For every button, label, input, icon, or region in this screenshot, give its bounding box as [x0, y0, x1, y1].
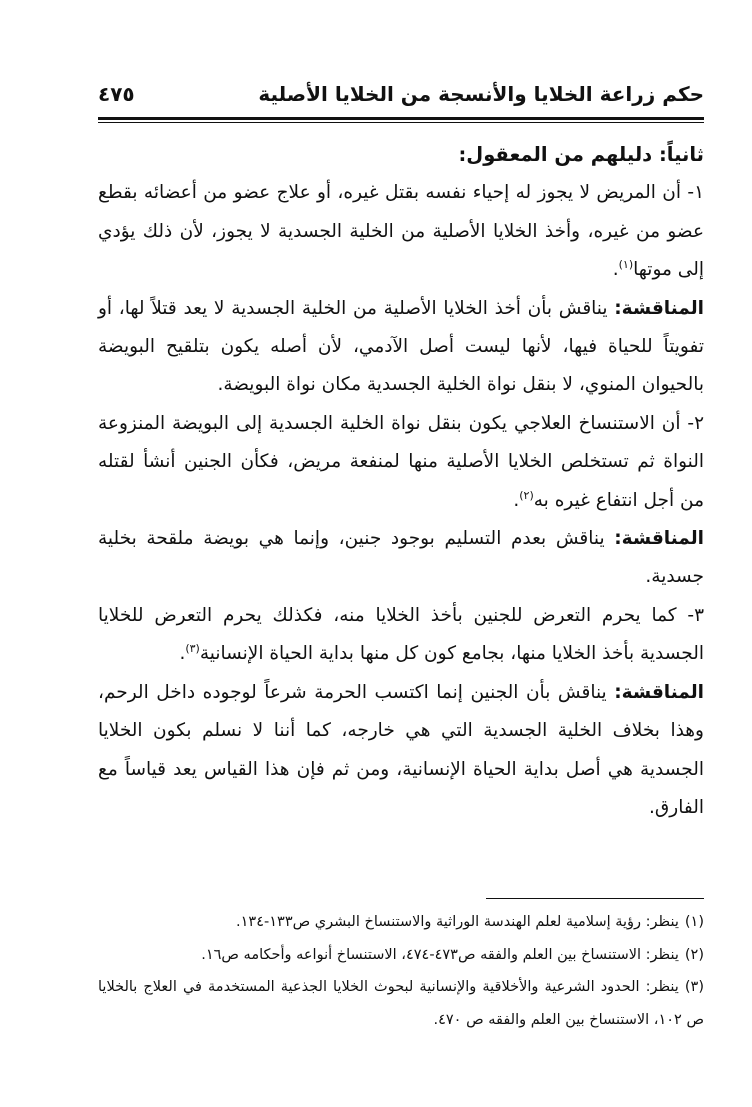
- argument-2-text: ٢- أن الاستنساخ العلاجي يكون بنقل نواة الخلية الجسدية إلى البويضة المنزوعة النواة ثم تستخلص الخلايا الأصلية منها لمنفعة مريض، فكأن الجنين أنشأ لقتله من أجل انتفاع غيره به: [98, 412, 704, 511]
- footnote-1-mark: (١): [684, 914, 704, 930]
- argument-1-end: .: [612, 259, 619, 281]
- discussion-label-2: المناقشة:: [614, 528, 704, 550]
- footnote-2-mark: (٢): [684, 946, 704, 963]
- footnote-2: [98, 939, 704, 972]
- footnote-ref-3: (٣): [185, 642, 200, 656]
- discussion-label-1: المناقشة:: [614, 297, 704, 319]
- footnote-1: [98, 906, 704, 939]
- footnote-ref-1: (١): [618, 258, 634, 272]
- header-rule-thick: [98, 117, 704, 120]
- footnote-1-text: ينظر: رؤية إسلامية لعلم الهندسة الوراثية والاستنساخ البشري ص١٣٣-١٣٤.: [236, 914, 679, 930]
- footnotes: [98, 906, 704, 1036]
- footnote-3-text: ينظر: الحدود الشرعية والأخلاقية والإنسانية لبحوث الخلايا الجذعية المستخدمة في العلاج بالخلايا ص ١٠٢، الاستنساخ بين العلم والفقه ص ٤٧٠.: [98, 979, 704, 1028]
- page-number: ٤٧٥: [98, 82, 135, 106]
- discussion-2: [98, 520, 704, 597]
- footnote-3-mark: (٣): [684, 979, 704, 995]
- main-text: [98, 136, 704, 827]
- discussion-3-text: يناقش بأن الجنين إنما اكتسب الحرمة شرعاً لوجوده داخل الرحم، وهذا بخلاف الخلية الجسدية التي هي خارجه، كما أننا لا نسلم بكون الخلايا الجسدية هي أصل بداية الحياة الإنسانية، ومن ثم فإن هذا القياس يعد قياساً مع الفارق.: [98, 681, 704, 818]
- argument-3: [98, 597, 704, 674]
- discussion-3: [98, 674, 704, 828]
- discussion-label-3: المناقشة:: [614, 681, 704, 703]
- argument-1-text: ١- أن المريض لا يجوز له إحياء نفسه بقتل غيره، أو علاج عضو من أعضائه بقطع عضو من غيره، وأخذ الخلايا الأصلية من الخلية الجسدية لا يجوز، لأن ذلك يؤدي إلى موتها: [98, 182, 704, 281]
- argument-3-text: ٣- كما يحرم التعرض للجنين بأخذ الخلايا منه، فكذلك يحرم التعرض للخلايا الجسدية بأخذ الخلايا منها، بجامع كون كل منها بداية الحياة الإنسانية: [98, 604, 704, 665]
- header-title: حكم زراعة الخلايا والأنسجة من الخلايا الأصلية: [258, 82, 704, 106]
- header-rule-thin: [98, 122, 704, 123]
- footnote-2-text: ينظر: الاستنساخ بين العلم والفقه ص٤٧٣-٤٧٤، الاستنساخ أنواعه وأحكامه ص١٦.: [201, 946, 679, 963]
- section-heading: ثانياً: دليلهم من المعقول:: [458, 143, 704, 166]
- argument-1: [98, 174, 704, 289]
- discussion-2-text: يناقش بعدم التسليم بوجود جنين، وإنما هي بويضة ملقحة بخلية جسدية.: [98, 528, 704, 588]
- running-header: [98, 80, 704, 114]
- footnote-separator: [486, 898, 704, 899]
- discussion-1-text: يناقش بأن أخذ الخلايا الأصلية من الخلية الجسدية لا يعد قتلاً لها، أو تفويتاً للحياة فيها، لأنها ليست أصل الآدمي، لأن أصله يكون بتلقيح البويضة بالحيوان المنوي، لا بنقل نواة الخلية الجسدية مكان نواة البويضة.: [98, 297, 704, 396]
- argument-2-end: .: [513, 489, 520, 511]
- argument-2: [98, 405, 704, 520]
- footnote-3: [98, 971, 704, 1036]
- discussion-1: [98, 290, 704, 405]
- footnote-ref-2: (٢): [519, 488, 534, 502]
- argument-3-end: .: [179, 643, 186, 665]
